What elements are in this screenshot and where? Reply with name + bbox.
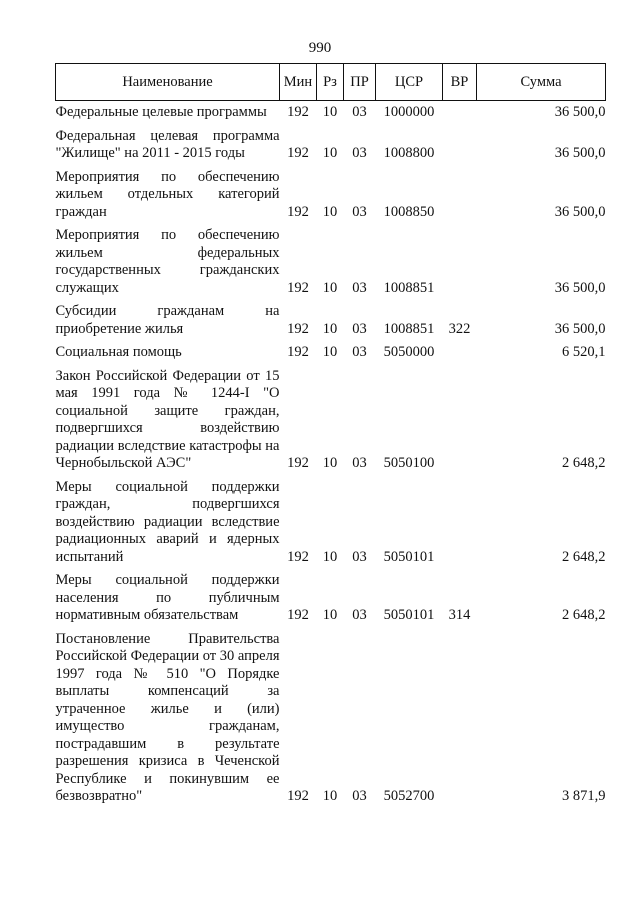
- row-vr: [443, 341, 477, 365]
- row-sum: 6 520,1: [562, 344, 606, 360]
- row-pr: 03: [352, 145, 367, 161]
- table-row: [56, 476, 606, 570]
- table-header-row: [56, 64, 606, 101]
- row-csr: 5050101: [383, 548, 435, 565]
- row-sum: 3 871,9: [562, 788, 606, 804]
- header-csr: ЦСР: [376, 64, 443, 101]
- row-sum: 36 500,0: [554, 203, 606, 220]
- row-rz: 10: [322, 203, 338, 220]
- row-sum: 36 500,0: [554, 279, 606, 296]
- row-min: 192: [287, 455, 309, 471]
- row-rz: 10: [322, 320, 338, 337]
- table-row: [56, 628, 606, 809]
- header-sum: Сумма: [477, 64, 606, 101]
- row-name: Закон Российской Федерации от 15 мая 1991 года № 1244-I "О социальной защите граждан, подвергшихся воздействию радиации вследствие катастрофы на Чернобыльской АЭС": [55, 367, 280, 471]
- row-min: 192: [287, 607, 309, 623]
- row-rz: 10: [322, 548, 338, 565]
- row-pr: 03: [352, 320, 367, 337]
- row-vr: [443, 224, 477, 300]
- row-pr: 03: [352, 607, 367, 623]
- row-min: 192: [287, 344, 309, 360]
- header-name: Наименование: [56, 64, 280, 101]
- row-pr: 03: [352, 344, 367, 360]
- header-min: Мин: [280, 64, 317, 101]
- row-csr: 5052700: [383, 788, 435, 804]
- table-row: [56, 341, 606, 365]
- row-min: 192: [287, 279, 309, 296]
- row-rz: 10: [322, 279, 338, 296]
- row-sum: 36 500,0: [554, 145, 606, 161]
- row-vr: 314: [448, 607, 471, 623]
- row-rz: 10: [322, 344, 338, 360]
- table-row: [56, 125, 606, 166]
- row-csr: 1000000: [383, 104, 435, 120]
- row-min: 192: [287, 788, 309, 804]
- row-rz: 10: [322, 788, 338, 804]
- row-rz: 10: [322, 104, 338, 120]
- row-vr: [443, 166, 477, 225]
- row-pr: 03: [352, 455, 367, 471]
- row-vr: [443, 476, 477, 570]
- table-row: [56, 166, 606, 225]
- row-name: Федеральные целевые программы: [55, 104, 267, 120]
- row-pr: 03: [352, 788, 367, 804]
- row-name: Меры социальной поддержки населения по публичным нормативным обязательствам: [55, 572, 280, 623]
- row-name: Постановление Правительства Российской Федерации от 30 апреля 1997 года № 510 "О Порядке выплаты компенсаций за утраченное жилье и (или) имущество гражданам, пострадавшим в результате разрешения кризиса в Чеченской Республике и покинувшим ее безвозвратно": [55, 630, 280, 804]
- table-row: [56, 300, 606, 341]
- row-name: Субсидии гражданам на приобретение жилья: [55, 303, 280, 337]
- row-vr: [443, 125, 477, 166]
- row-sum: 2 648,2: [562, 548, 606, 565]
- row-name: Социальная помощь: [55, 344, 182, 360]
- row-rz: 10: [322, 145, 338, 161]
- row-pr: 03: [352, 548, 367, 565]
- header-pr: ПР: [344, 64, 376, 101]
- row-csr: 5050100: [383, 455, 435, 471]
- row-sum: 2 648,2: [562, 455, 606, 471]
- row-min: 192: [287, 320, 309, 337]
- row-vr: 322: [448, 320, 471, 337]
- row-min: 192: [287, 145, 309, 161]
- row-vr: [443, 365, 477, 476]
- row-min: 192: [287, 203, 309, 220]
- row-vr: [443, 628, 477, 809]
- row-name: Меры социальной поддержки граждан, подвергшихся воздействию радиации вследствие радиационных аварий и ядерных испытаний: [55, 478, 280, 565]
- row-name: Мероприятия по обеспечению жильем федеральных государственных гражданских служащих: [55, 227, 280, 296]
- page-number: 990: [308, 40, 332, 56]
- row-csr: 1008800: [383, 145, 435, 161]
- row-csr: 5050101: [383, 607, 435, 623]
- table-row: [56, 569, 606, 628]
- table-row: [56, 101, 606, 125]
- row-pr: 03: [352, 279, 367, 296]
- table-row: [56, 365, 606, 476]
- header-vr: ВР: [443, 64, 477, 101]
- row-min: 192: [287, 104, 309, 120]
- row-rz: 10: [322, 455, 338, 471]
- budget-table: [55, 63, 606, 809]
- row-name: Федеральная целевая программа "Жилище" на 2011 - 2015 годы: [55, 127, 280, 161]
- row-pr: 03: [352, 203, 367, 220]
- row-csr: 1008850: [383, 203, 435, 220]
- row-sum: 36 500,0: [554, 320, 606, 337]
- row-sum: 36 500,0: [554, 104, 606, 120]
- table-row: [56, 224, 606, 300]
- row-vr: [443, 101, 477, 125]
- row-pr: 03: [352, 104, 367, 120]
- row-csr: 1008851: [383, 279, 435, 296]
- row-csr: 5050000: [383, 344, 435, 360]
- row-csr: 1008851: [383, 320, 435, 337]
- row-sum: 2 648,2: [562, 607, 606, 623]
- row-rz: 10: [322, 607, 338, 623]
- row-min: 192: [287, 548, 309, 565]
- row-name: Мероприятия по обеспечению жильем отдельных категорий граждан: [55, 168, 280, 220]
- header-rz: Рз: [317, 64, 344, 101]
